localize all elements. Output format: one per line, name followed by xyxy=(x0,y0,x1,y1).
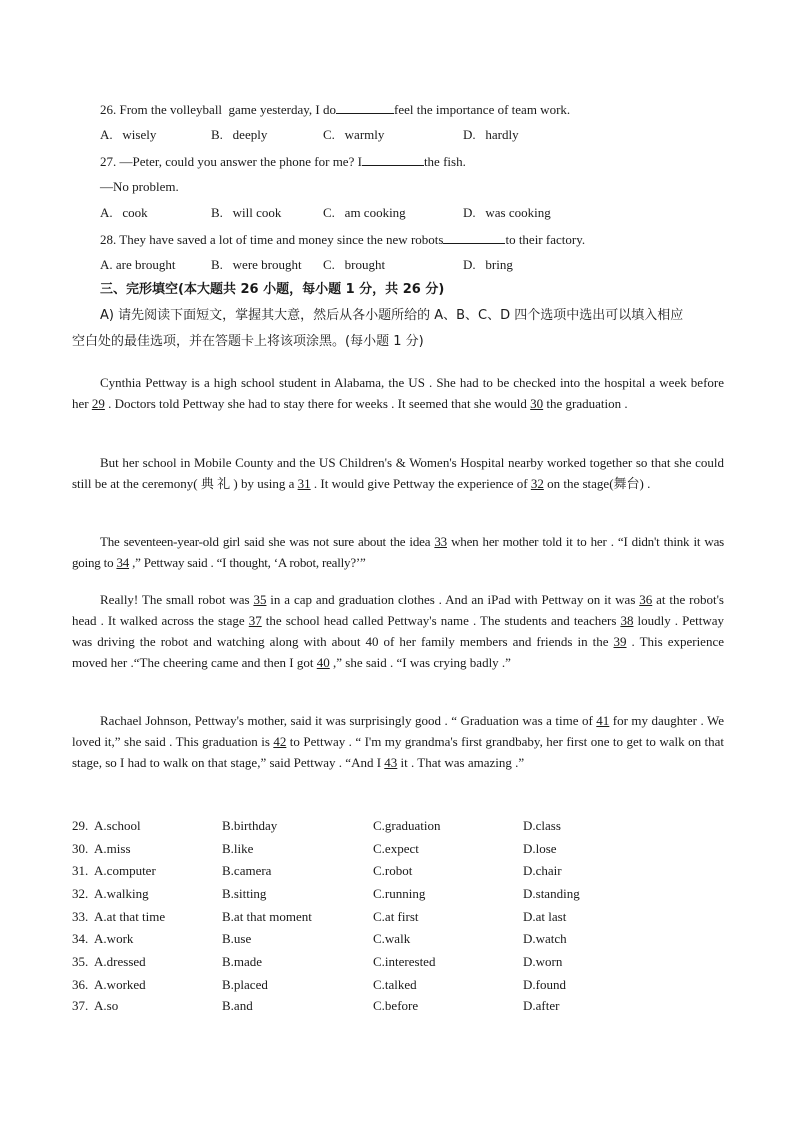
passage-paragraph-1: Cynthia Pettway is a high school student in Alabama, the US . She had to be checked into the hospital a week before her 29 . Doctors told Pettway she had to stay there for weeks . It seemed that she would 30 the graduation . xyxy=(72,375,724,411)
answer-row-34: 34. A.work xyxy=(72,931,134,946)
question-stem-end: feel the importance of team work. xyxy=(394,102,571,117)
option-c: C.walk xyxy=(373,931,411,946)
option-d: D.found xyxy=(523,977,566,992)
blank-number: 37 xyxy=(248,613,262,628)
blank-number: 34 xyxy=(116,555,130,570)
option-b: B.like xyxy=(222,841,254,856)
option: C. warmly xyxy=(323,127,385,142)
question-stem: —Peter, could you answer the phone for me? I xyxy=(119,154,362,169)
passage-paragraph-2: But her school in Mobile County and the US Children's & Women's Hospital nearby worked together so that she could still be at the ceremony( 典 礼 ) by using a 31 . It would give Pettway the experience of 32 on the stage(舞台) . xyxy=(72,455,724,491)
option: D. hardly xyxy=(463,127,519,142)
option-c: C.at first xyxy=(373,909,419,924)
blank-number: 31 xyxy=(297,476,311,491)
question-28 xyxy=(100,231,585,248)
option-d: D.chair xyxy=(523,863,562,878)
question-number: 28. xyxy=(100,232,117,247)
option-c: C.expect xyxy=(373,841,419,856)
option-b: B.and xyxy=(222,998,253,1013)
answer-row-30: 30. A.miss xyxy=(72,841,131,856)
option-b: B.placed xyxy=(222,977,268,992)
option-d: D.worn xyxy=(523,954,563,969)
answer-row-29: 29. A.school xyxy=(72,818,141,833)
option-d: D.standing xyxy=(523,886,580,901)
blank-number: 29 xyxy=(91,396,105,411)
question-stem: From the volleyball game yesterday, I do xyxy=(119,102,336,117)
section-instruction-line2: 空白处的最佳选项，并在答题卡上将该项涂黑。(每小题 1 分) xyxy=(72,334,424,349)
blank-number: 30 xyxy=(530,396,544,411)
answer-blank xyxy=(336,101,394,114)
section-instruction-line1: A) 请先阅读下面短文，掌握其大意，然后从各小题所给的 A、B、C、D 四个选项中选出可以填入相应 xyxy=(100,308,684,323)
answer-row-31: 31. A.computer xyxy=(72,863,156,878)
option-b: B.birthday xyxy=(222,818,278,833)
blank-number: 36 xyxy=(639,592,653,607)
section-heading: 三、完形填空(本大题共 26 小题，每小题 1 分，共 26 分) xyxy=(100,282,445,297)
answer-row-33: 33. A.at that time xyxy=(72,909,166,924)
option: B. were brought xyxy=(211,257,302,272)
blank-number: 33 xyxy=(434,534,447,549)
answer-blank xyxy=(443,231,505,244)
option: D. bring xyxy=(463,257,513,272)
answer-row-36: 36. A.worked xyxy=(72,977,146,992)
question-stem: They have saved a lot of time and money since the new robots xyxy=(119,232,444,247)
blank-number: 35 xyxy=(253,592,267,607)
question-26 xyxy=(100,101,570,118)
answer-row-32: 32. A.walking xyxy=(72,886,149,901)
option-b: B.at that moment xyxy=(222,909,312,924)
passage-paragraph-5: Rachael Johnson, Pettway's mother, said it was surprisingly good . “ Graduation was a time of 41 for my daughter . We loved it,” she said . This graduation is 42 to Pettway . “ I'm my grandma's first grandbaby, her first one to get to walk on that stage, so I had to walk on that stage,” said Pettway . “And I 43 it . That was amazing .” xyxy=(72,713,725,770)
option: C. am cooking xyxy=(323,205,406,220)
option-b: B.camera xyxy=(222,863,272,878)
dialogue-reply: —No problem. xyxy=(100,179,179,194)
blank-number: 32 xyxy=(530,476,544,491)
option-b: B.sitting xyxy=(222,886,267,901)
blank-number: 42 xyxy=(273,734,287,749)
blank-number: 38 xyxy=(620,613,634,628)
option-c: C.running xyxy=(373,886,426,901)
option: D. was cooking xyxy=(463,205,551,220)
option-c: C.robot xyxy=(373,863,413,878)
option-c: C.before xyxy=(373,998,419,1013)
option: A. cook xyxy=(100,205,148,220)
option: B. deeply xyxy=(211,127,268,142)
option-c: C.interested xyxy=(373,954,436,969)
option-d: D.at last xyxy=(523,909,567,924)
option-d: D.watch xyxy=(523,931,567,946)
answer-row-37: 37. A.so xyxy=(72,998,119,1013)
option-d: D.after xyxy=(523,998,560,1013)
option: B. will cook xyxy=(211,205,282,220)
option-b: B.made xyxy=(222,954,263,969)
question-number: 26. xyxy=(100,102,117,117)
question-27 xyxy=(100,153,466,170)
option-b: B.use xyxy=(222,931,252,946)
option-d: D.lose xyxy=(523,841,557,856)
option-d: D.class xyxy=(523,818,561,833)
question-number: 27. xyxy=(100,154,117,169)
question-stem-end: the fish. xyxy=(423,154,466,169)
blank-number: 41 xyxy=(596,713,610,728)
option: A. are brought xyxy=(100,257,176,272)
option-c: C.talked xyxy=(373,977,417,992)
passage-paragraph-4: Really! The small robot was 35 in a cap and graduation clothes . And an iPad with Pettway on it was 36 at the robot's head . It walked across the stage 37 the school head called Pettway's name . The students and teachers 38 loudly . Pettway was driving the robot and watching along with about 40 of her family members and friends in the 39 . This experience moved her .“The cheering came and then I got 40 ,” she said . “I was crying badly .” xyxy=(72,592,724,670)
blank-number: 39 xyxy=(613,634,627,649)
answer-blank xyxy=(362,153,424,166)
blank-number: 43 xyxy=(384,755,398,770)
option: A. wisely xyxy=(100,127,157,142)
option: C. brought xyxy=(323,257,386,272)
passage-paragraph-3: The seventeen-year-old girl said she was not sure about the idea 33 when her mother told it to her . “I didn't think it was going to 34 ,” Pettway said . “I thought, ‘A robot, really?’” xyxy=(72,534,724,570)
question-stem-end: to their factory. xyxy=(505,232,586,247)
answer-row-35: 35. A.dressed xyxy=(72,954,146,969)
blank-number: 40 xyxy=(316,655,330,670)
option-c: C.graduation xyxy=(373,818,441,833)
